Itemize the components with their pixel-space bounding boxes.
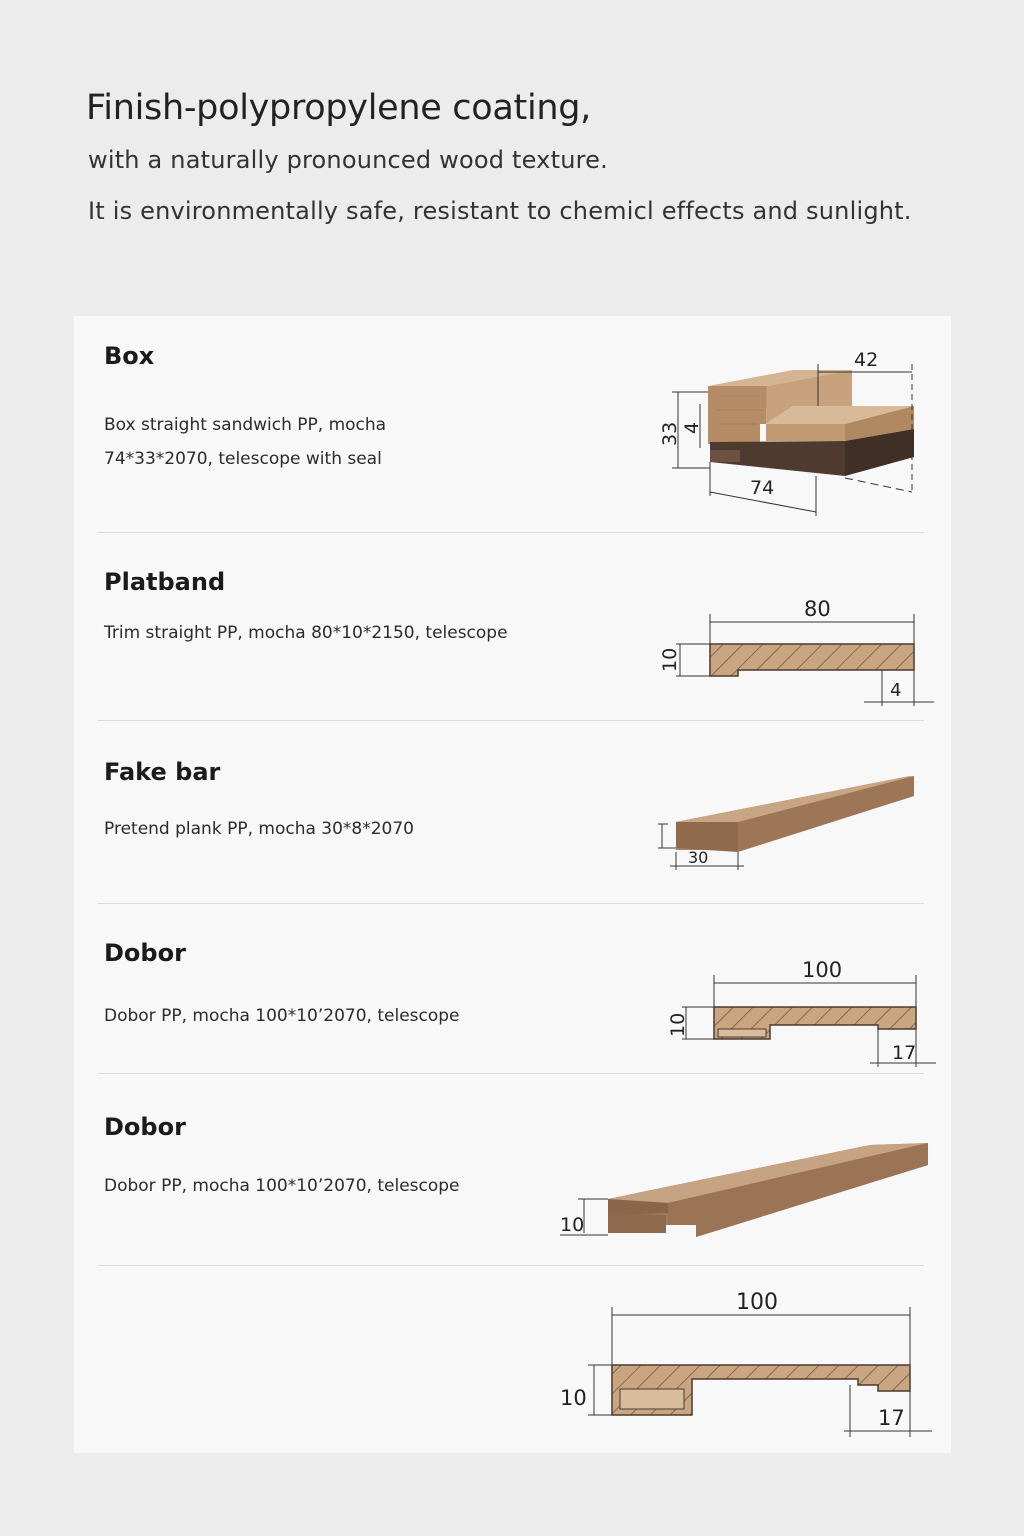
dimension-depth: 74: [750, 477, 775, 499]
product-line: 74*33*2070, telescope with seal: [104, 449, 382, 469]
dobor-profile-drawing: [667, 949, 952, 1074]
product-line: Trim straight PP, mocha 80*10*2150, telescope: [104, 623, 508, 643]
page-title: Finish-polypropylene coating,: [86, 88, 591, 128]
page-description: It is environmentally safe, resistant to chemicl effects and sunlight.: [88, 197, 912, 225]
dimension-lip: 4: [890, 680, 902, 701]
dimension-height: 10: [659, 647, 681, 672]
product-title: Dobor: [104, 939, 186, 967]
product-row-dobor-section: [74, 903, 951, 1073]
product-description: [104, 616, 508, 650]
product-title: Dobor: [104, 1113, 186, 1141]
dobor-section-large-drawing: [558, 1289, 938, 1449]
dimension-width: 80: [804, 597, 831, 621]
dimension-lip: 4: [681, 421, 703, 434]
product-card: [74, 316, 951, 1453]
product-line: Pretend plank PP, mocha 30*8*2070: [104, 819, 415, 839]
dimension-width: 100: [802, 958, 843, 982]
page-subtitle: with a naturally pronounced wood texture.: [88, 146, 608, 174]
product-row-dobor-3d: [74, 1073, 951, 1265]
product-description: [104, 408, 386, 476]
platband-profile-drawing: [659, 584, 944, 714]
dimension-lip: 17: [892, 1042, 917, 1064]
page-header: [86, 88, 946, 232]
product-row-extra-section: [74, 1265, 951, 1453]
dimension-height: 10: [560, 1386, 587, 1410]
dimension-width: 42: [854, 349, 879, 371]
product-description: [104, 999, 460, 1033]
product-line: Box straight sandwich PP, mocha: [104, 415, 387, 435]
dimension-lip: 17: [878, 1406, 905, 1430]
dimension-height: 10: [560, 1214, 585, 1236]
dimension-width: 30: [688, 848, 709, 867]
product-description: [104, 1169, 460, 1203]
product-title: Platband: [104, 568, 226, 596]
product-row-platband: [74, 532, 951, 720]
dobor-3d-drawing: [558, 1133, 938, 1265]
fake-bar-drawing: [654, 770, 944, 900]
box-profile-drawing: [650, 344, 940, 519]
dimension-width: 100: [736, 1290, 778, 1315]
product-title: Fake bar: [104, 758, 221, 786]
product-line: Dobor PP, mocha 100*10’2070, telescope: [104, 1176, 460, 1196]
dimension-height: 10: [667, 1012, 689, 1037]
product-row-box: [74, 316, 951, 532]
dimension-height: 33: [659, 421, 681, 446]
product-description: [104, 812, 414, 846]
product-title: Box: [104, 342, 155, 370]
product-row-fake-bar: [74, 720, 951, 903]
product-line: Dobor PP, mocha 100*10’2070, telescope: [104, 1006, 460, 1026]
